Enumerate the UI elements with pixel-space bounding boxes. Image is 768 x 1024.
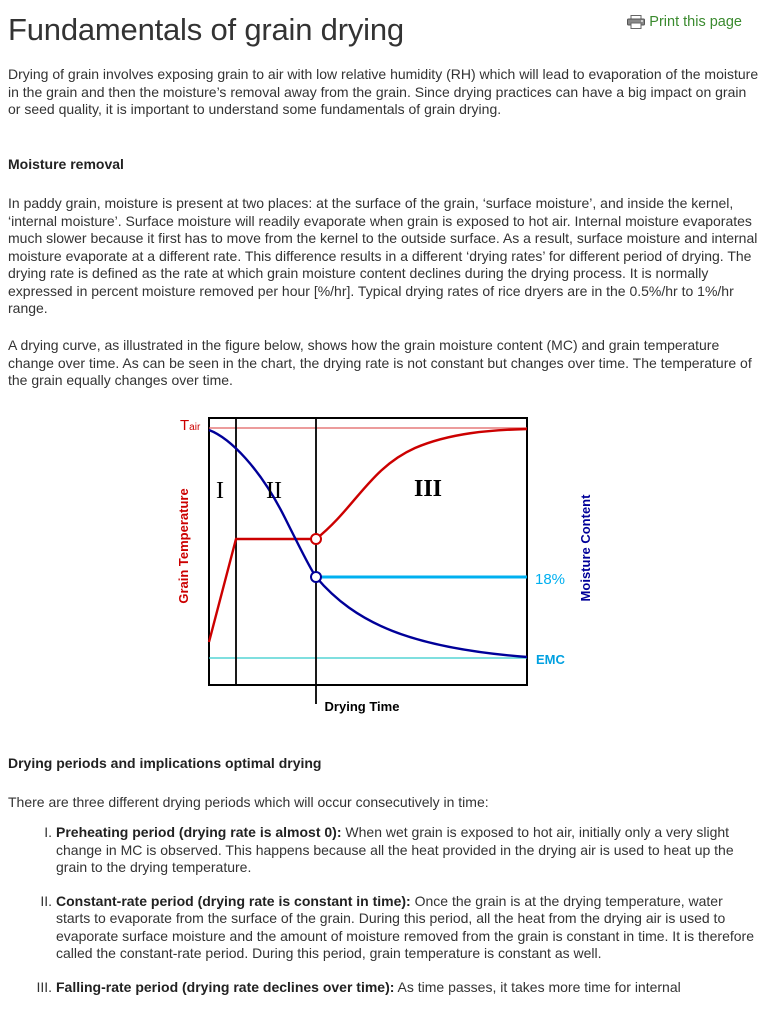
list-item-number: I. — [44, 824, 52, 840]
period-label-3: III — [414, 476, 443, 502]
list-item-title: Constant-rate period (drying rate is constant in time): — [56, 892, 411, 909]
list-item-number: III. — [36, 978, 52, 995]
drying-periods-intro: There are three different drying periods which will occur consecutively in time: — [8, 794, 489, 810]
list-item-text: When wet grain is exposed to hot air, initially only a very slight change in MC is observed. This happens because all the heat provided in the drying air is used to heat up the grain to the drying temperature. — [56, 824, 734, 875]
period-label-2: II — [266, 478, 282, 504]
moisture-content-curve — [209, 430, 527, 657]
y-axis-label-left: Grain Temperature — [176, 488, 191, 604]
list-item — [8, 893, 760, 963]
plot-frame — [209, 418, 527, 685]
grain-temperature-curve — [209, 429, 527, 642]
list-item-title: Falling-rate period (drying rate declines over time): — [56, 978, 395, 995]
drying-periods-heading: Drying periods and implications optimal drying — [8, 755, 322, 771]
tair-label: Tair — [180, 417, 201, 434]
moisture-transition-marker — [311, 572, 321, 582]
list-item — [8, 979, 760, 997]
page-title: Fundamentals of grain drying — [8, 12, 404, 47]
mc-18-label: 18% — [535, 571, 566, 588]
list-item-number: II. — [40, 892, 52, 909]
printer-icon — [627, 15, 645, 29]
list-item-text: As time passes, it takes more time for internal — [394, 978, 681, 995]
emc-label: EMC — [536, 652, 565, 667]
list-item-text: Once the grain is at the drying temperature, water starts to evaporate from the surface of the grain. During this period, all the heat from the drying air is used to evaporate surface moisture and the amount of moisture removed from the grain is constant in time. It is therefore called the constant-rate period. During this period, grain temperature is constant as well. — [56, 892, 755, 961]
moisture-removal-heading: Moisture removal — [8, 156, 124, 172]
x-axis-label: Drying Time — [324, 699, 400, 714]
drying-curve-figure — [170, 408, 610, 718]
drying-periods-list — [8, 824, 760, 1012]
list-item — [8, 824, 760, 877]
list-item-title: Preheating period (drying rate is almost 0): — [56, 824, 342, 840]
print-link-label: Print this page — [649, 14, 742, 30]
print-this-page-link[interactable] — [627, 14, 742, 30]
intro-paragraph: Drying of grain involves exposing grain to air with low relative humidity (RH) which will lead to evaporation of the moisture in the grain and then the moisture’s removal away from the grain. Since drying practices can have a big impact on grain or seed quality, it is important to understand some fundamentals of grain drying. — [8, 66, 759, 117]
period-label-1: I — [216, 478, 224, 504]
temperature-transition-marker — [311, 534, 321, 544]
moisture-removal-paragraph-1: In paddy grain, moisture is present at two places: at the surface of the grain, ‘surface moisture’, and inside the kernel, ‘internal moisture’. Surface moisture will readily evaporate when grain is exposed to hot air. Internal moisture evaporates much slower because it first has to move from the kernel to the outside surface. As a result, surface moisture and internal moisture evaporate at a different rate. This difference results in a different ‘drying rates’ for different period of drying. The drying rate is defined as the rate at which grain moisture content declines during the drying process. It is normally expressed in percent moisture removed per hour [%/hr]. Typical drying rates of rice dryers are in the 0.5%/hr to 1%/hr range. — [8, 195, 758, 316]
moisture-removal-paragraph-2: A drying curve, as illustrated in the figure below, shows how the grain moisture content (MC) and grain temperature change over time. As can be seen in the chart, the drying rate is not constant but changes over time. The temperature of the grain equally changes over time. — [8, 337, 752, 388]
y-axis-label-right: Moisture Content — [578, 494, 593, 602]
